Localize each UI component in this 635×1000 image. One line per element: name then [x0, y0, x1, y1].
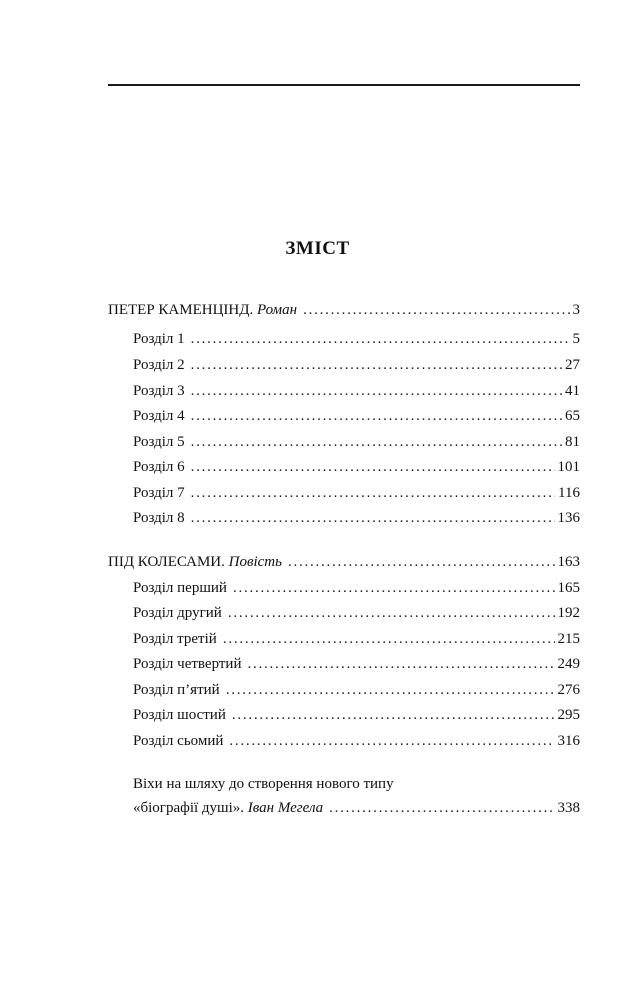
- toc-chapter-label: Розділ 3: [133, 383, 185, 399]
- dot-leader: [233, 577, 555, 599]
- toc-chapter-label: Розділ п’ятий: [133, 682, 220, 698]
- toc-part-genre: Роман: [256, 302, 298, 318]
- toc-chapter-entry[interactable]: [133, 456, 580, 478]
- toc-chapter-entry[interactable]: [133, 628, 580, 650]
- toc-chapter-label: Розділ 2: [133, 357, 185, 373]
- toc-chapter-entry[interactable]: [133, 704, 580, 726]
- dot-leader: [288, 551, 555, 573]
- dot-leader: [329, 797, 554, 819]
- toc-chapter-entry[interactable]: [133, 602, 580, 624]
- toc-page-number: 27: [565, 357, 580, 373]
- header-rule: [108, 84, 580, 86]
- toc-page-number: 276: [557, 682, 580, 698]
- toc-chapter-label: Розділ 7: [133, 485, 185, 501]
- toc-part-label: [108, 299, 297, 321]
- toc-page-number: 192: [557, 605, 580, 621]
- page-title: ЗМІСТ: [285, 238, 350, 259]
- toc-page-number: 41: [565, 383, 580, 399]
- toc-chapter-label: Розділ 8: [133, 510, 185, 526]
- toc-page-number: 5: [572, 331, 580, 347]
- dot-leader: [191, 507, 555, 529]
- dot-leader: [223, 628, 555, 650]
- toc-chapter-label: Розділ 1: [133, 331, 185, 347]
- toc-chapter-entry[interactable]: [133, 577, 580, 599]
- toc-page-number: 163: [557, 554, 580, 570]
- toc-page-number: 65: [565, 408, 580, 424]
- toc-chapter-entry[interactable]: [133, 653, 580, 675]
- toc-page-number: 116: [558, 485, 580, 501]
- toc-chapter-label: Розділ сьомий: [133, 733, 224, 749]
- toc-chapter-label: Розділ четвертий: [133, 656, 242, 672]
- toc-chapter-entry[interactable]: [133, 507, 580, 529]
- toc-page-number: 165: [557, 580, 580, 596]
- dot-leader: [226, 679, 555, 701]
- dot-leader: [191, 431, 562, 453]
- toc-part-entry[interactable]: [108, 551, 580, 573]
- toc-chapter-entry[interactable]: [133, 328, 580, 350]
- toc-chapter-entry[interactable]: [133, 405, 580, 427]
- toc-afterword-label: [133, 797, 323, 819]
- toc-page-number: 215: [557, 631, 580, 647]
- toc-part-title: ПІД КОЛЕСАМИ.: [108, 554, 225, 570]
- dot-leader: [191, 354, 562, 376]
- toc-afterword-line1: Віхи на шляху до створення нового типу: [133, 776, 394, 792]
- toc-part-genre: Повість: [228, 554, 282, 570]
- dot-leader: [191, 405, 562, 427]
- toc-part-title: ПЕТЕР КАМЕНЦІНД.: [108, 302, 254, 318]
- dot-leader: [191, 380, 562, 402]
- toc-part-label: [108, 551, 282, 573]
- toc-chapter-label: Розділ 5: [133, 434, 185, 450]
- dot-leader: [191, 482, 555, 504]
- toc-chapter-entry[interactable]: [133, 730, 580, 752]
- toc-afterword-author: Іван Мегела: [247, 800, 324, 816]
- toc-part-entry[interactable]: [108, 299, 580, 321]
- toc-afterword-title: «біографії душі».: [133, 800, 245, 816]
- toc-page-number: 316: [557, 733, 580, 749]
- toc-chapter-label: Розділ шостий: [133, 707, 226, 723]
- dot-leader: [303, 299, 569, 321]
- toc-chapter-entry[interactable]: [133, 679, 580, 701]
- dot-leader: [191, 328, 570, 350]
- toc-chapter-entry[interactable]: [133, 354, 580, 376]
- toc-chapter-label: Розділ третій: [133, 631, 217, 647]
- toc-chapter-label: Розділ другий: [133, 605, 222, 621]
- toc-page-number: 136: [557, 510, 580, 526]
- toc-chapter-label: Розділ 4: [133, 408, 185, 424]
- toc-afterword-entry[interactable]: [133, 797, 580, 819]
- dot-leader: [228, 602, 555, 624]
- toc-page-number: 249: [557, 656, 580, 672]
- dot-leader: [229, 730, 554, 752]
- toc-page-number: 101: [557, 459, 580, 475]
- toc-page-number: 338: [557, 800, 580, 816]
- dot-leader: [191, 456, 555, 478]
- toc-page-number: 295: [557, 707, 580, 723]
- toc-chapter-label: Розділ 6: [133, 459, 185, 475]
- toc-chapter-entry[interactable]: [133, 431, 580, 453]
- toc-page-number: 3: [572, 302, 580, 318]
- toc-chapter-entry[interactable]: [133, 482, 580, 504]
- dot-leader: [247, 653, 554, 675]
- toc-chapter-label: Розділ перший: [133, 580, 227, 596]
- dot-leader: [232, 704, 555, 726]
- toc-page-number: 81: [565, 434, 580, 450]
- toc-chapter-entry[interactable]: [133, 380, 580, 402]
